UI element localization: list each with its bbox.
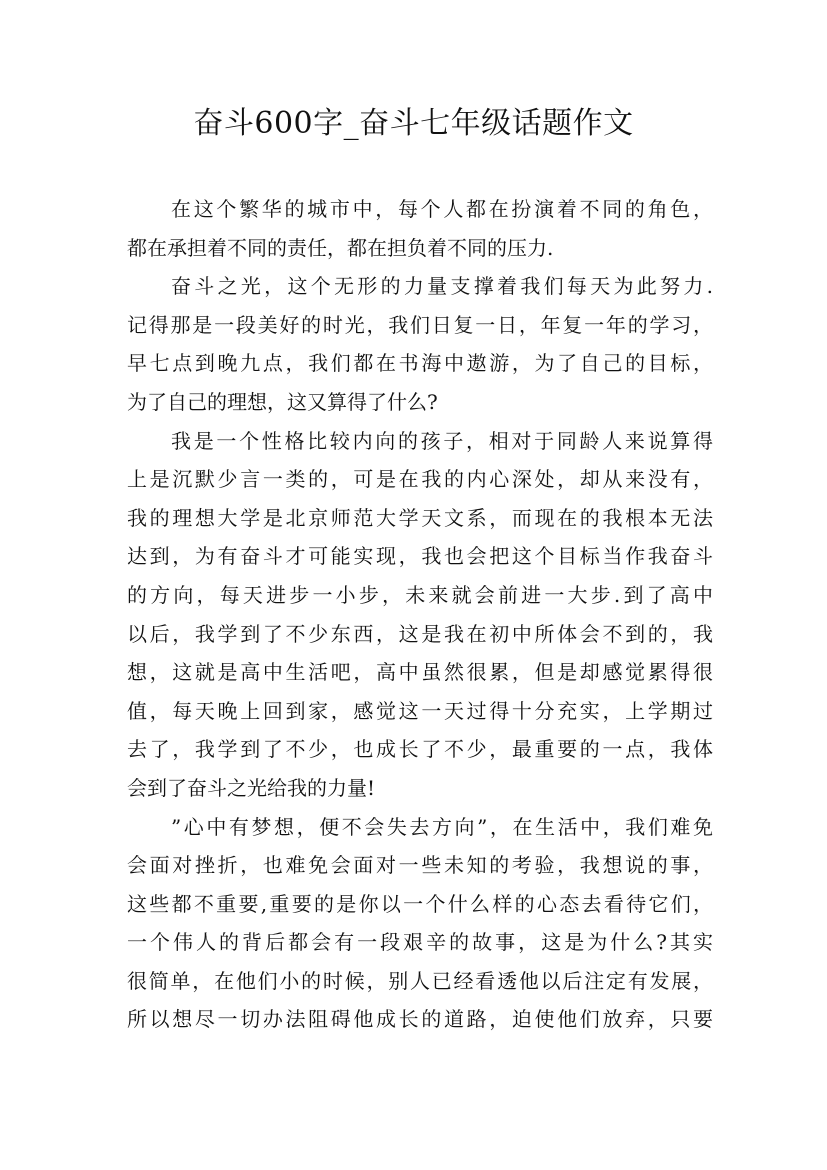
text-line: 记得那是一段美好的时光，我们日复一日，年复一年的学习， — [127, 312, 713, 337]
text-line: 一个伟人的背后都会有一段艰辛的故事，这是为什么?其实 — [127, 930, 713, 955]
text-line: 在这个繁华的城市中，每个人都在扮演着不同的角色， — [171, 197, 713, 221]
text-line: 很简单，在他们小的时候，别人已经看透他以后注定有发展， — [127, 968, 713, 993]
document-body — [127, 190, 713, 1039]
text-line: 的方向，每天进步一小步，未来就会前进一大步.到了高中 — [127, 582, 713, 607]
text-line: 我是一个性格比较内向的孩子，相对于同龄人来说算得 — [171, 428, 713, 453]
text-line: 以后，我学到了不少东西，这是我在初中所体会不到的，我 — [127, 621, 713, 646]
text-line: 达到，为有奋斗才可能实现，我也会把这个目标当作我奋斗 — [127, 544, 713, 569]
text-line: ”心中有梦想，便不会失去方向”，在生活中，我们难免 — [171, 814, 713, 839]
text-line: 会面对挫折，也难免会面对一些未知的考验，我想说的事， — [127, 853, 713, 878]
text-line: 所以想尽一切办法阻碍他成长的道路，迫使他们放弃，只要 — [127, 1007, 713, 1032]
text-line: 上是沉默少言一类的，可是在我的内心深处，却从来没有， — [127, 467, 713, 492]
text-line: 早七点到晚九点，我们都在书海中遨游，为了自己的目标， — [127, 351, 713, 376]
text-line: 会到了奋斗之光给我的力量! — [127, 775, 376, 800]
text-line: 去了，我学到了不少，也成长了不少，最重要的一点，我体 — [127, 737, 713, 762]
document-title: 奋斗600字_奋斗七年级话题作文 — [193, 106, 634, 141]
text-line: 这些都不重要,重要的是你以一个什么样的心态去看待它们， — [127, 891, 713, 916]
text-line: 都在承担着不同的责任，都在担负着不同的压力. — [127, 235, 554, 260]
text-line: 我的理想大学是北京师范大学天文系，而现在的我根本无法 — [127, 505, 713, 530]
text-line: 想，这就是高中生活吧，高中虽然很累，但是却感觉累得很 — [127, 660, 713, 685]
text-line: 奋斗之光，这个无形的力量支撑着我们每天为此努力. — [171, 274, 713, 299]
text-line: 值，每天晚上回到家，感觉这一天过得十分充实，上学期过 — [127, 698, 713, 723]
text-line: 为了自己的理想，这又算得了什么? — [127, 389, 438, 414]
